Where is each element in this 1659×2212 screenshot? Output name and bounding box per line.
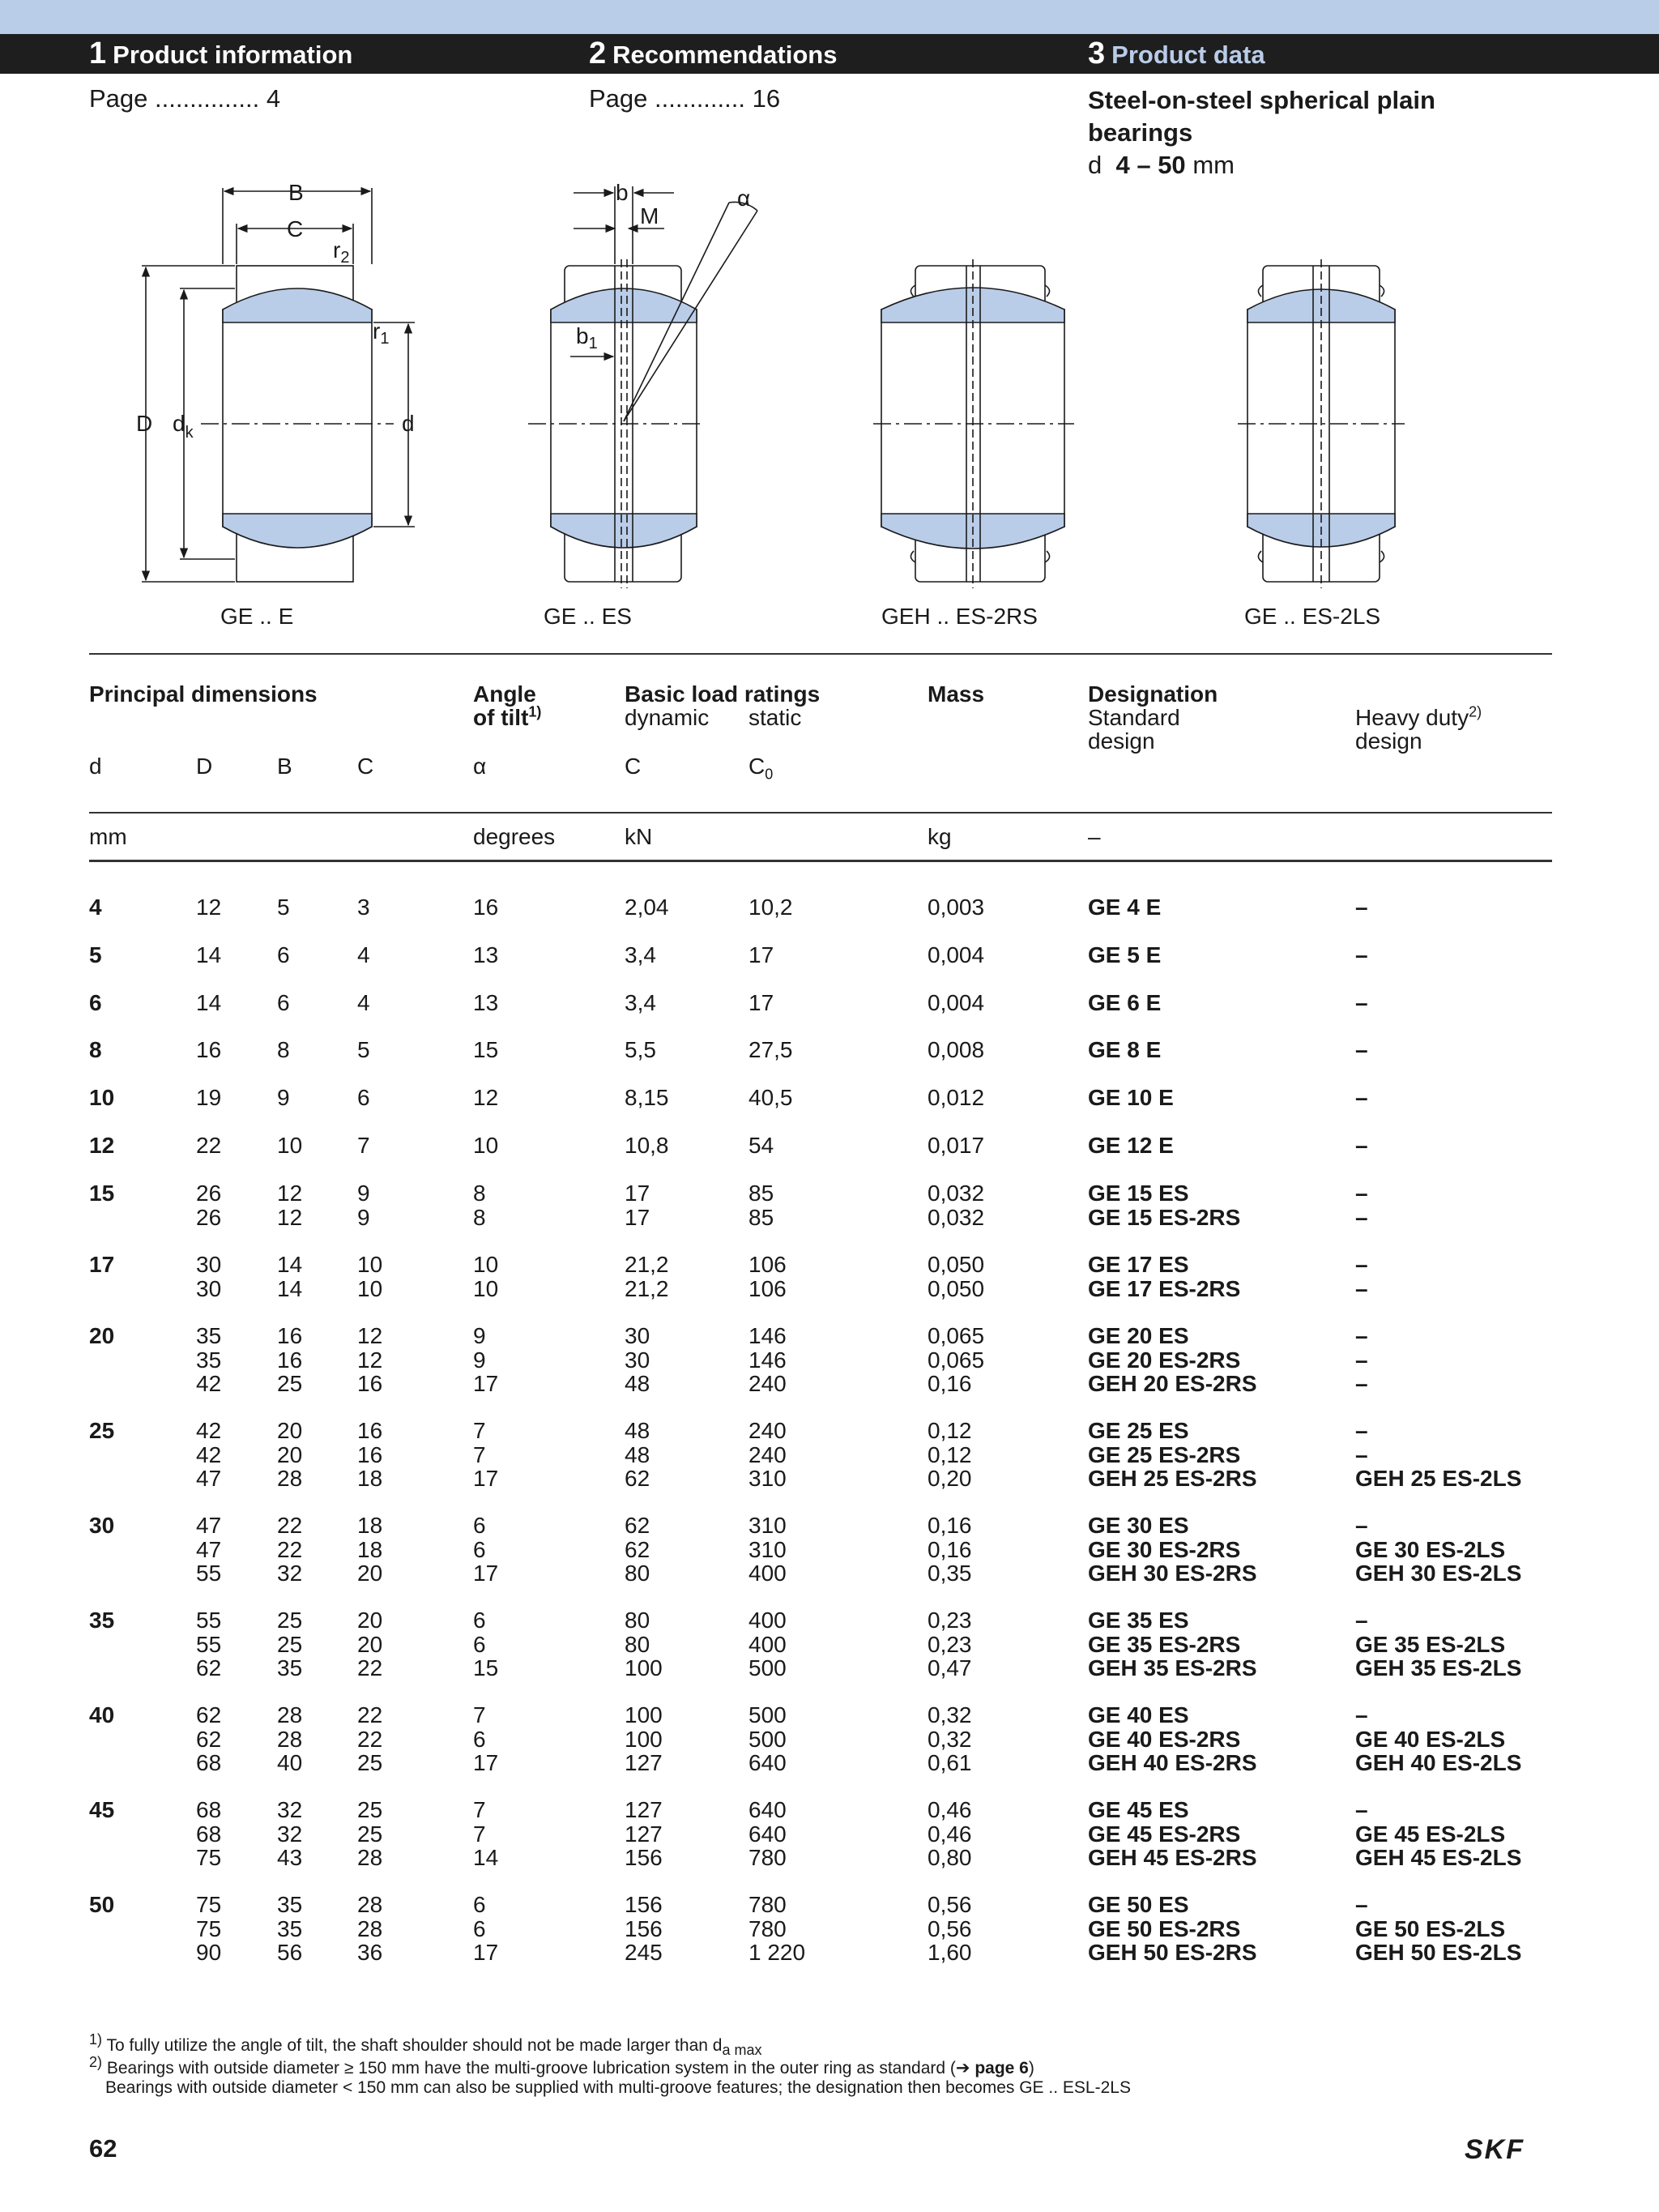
header-angle-of-tilt: of tilt$^{1)}$ (473, 703, 542, 730)
footnote-2-continued: Bearings with outside diameter < 150 mm can also be supplied with multi-groove features; the designation then becomes GE .. ESL-2LS (105, 2078, 1131, 2097)
header-standard: Standard (1088, 705, 1180, 730)
symbol-alpha: α (473, 754, 487, 779)
drawing-ge-e (142, 188, 415, 582)
symbol-C: C (357, 754, 374, 779)
header-principal-dimensions: Principal dimensions (89, 681, 318, 707)
dim-label-D: D (136, 411, 153, 436)
range-prefix: d (1088, 151, 1102, 179)
product-title: Steel-on-steel spherical plain bearings (1088, 86, 1435, 147)
unit-dash: – (1088, 824, 1101, 849)
footnote-page-link[interactable]: ➔ page 6 (955, 2059, 1029, 2077)
dim-label-b1: $b_1$ (576, 323, 598, 352)
header-dynamic: dynamic (625, 705, 710, 730)
table-units-rule (89, 812, 1552, 813)
drawing-caption-ge-es-2ls: GE .. ES-2LS (1244, 604, 1381, 629)
drawing-caption-geh-es-2rs: GEH .. ES-2RS (881, 604, 1038, 629)
dim-label-d: d (402, 411, 415, 436)
nav-product-data[interactable] (1088, 34, 1265, 74)
footnote-1: $^{1)}$ To fully utilize the angle of tilt, the shaft shoulder should not be made larger than $d_{a max}$ (89, 2031, 762, 2059)
symbol-B: B (277, 754, 292, 779)
nav-label: Product data (1111, 41, 1265, 69)
unit-kg: kg (928, 824, 952, 849)
header-heavy-duty-design: design (1355, 728, 1422, 754)
dim-label-dk: $d_k$ (173, 411, 194, 442)
page-ref-product-information[interactable]: Page ............... 4 (89, 84, 281, 113)
dim-label-M: M (640, 203, 659, 228)
symbol-C0: $C_0$ (748, 754, 774, 783)
nav-label: Recommendations (612, 41, 838, 69)
table-top-rule (89, 653, 1552, 655)
drawing-ge-es-2ls (1238, 259, 1405, 588)
nav-label: Product information (113, 41, 353, 69)
nav-product-information[interactable] (89, 34, 352, 74)
top-color-band (0, 0, 1659, 34)
header-heavy-duty: Heavy duty$^{2)}$ (1355, 703, 1482, 730)
unit-degrees: degrees (473, 824, 556, 849)
page-number: 62 (89, 2134, 117, 2163)
unit-mm: mm (89, 824, 127, 849)
skf-logo (1465, 2136, 1549, 2163)
symbol-C-dynamic: C (625, 754, 642, 779)
dim-label-B: B (288, 180, 304, 205)
dim-label-C: C (287, 216, 304, 241)
header-static: static (748, 705, 802, 730)
header-designation: Designation (1088, 681, 1218, 707)
drawing-caption-ge-es: GE .. ES (544, 604, 632, 629)
drawing-geh-es-2rs (873, 259, 1074, 588)
drawing-ge-es (528, 186, 757, 588)
dim-label-b: b (616, 180, 629, 205)
drawing-caption-ge-e: GE .. E (220, 604, 294, 629)
bearing-drawings (0, 162, 1659, 640)
header-standard-design: design (1088, 728, 1155, 754)
header-angle: Angle (473, 681, 536, 707)
range-value: 4 – 50 (1115, 151, 1186, 179)
table-header-bottom-rule (89, 860, 1552, 862)
symbol-D: D (196, 754, 213, 779)
nav-recommendations[interactable] (589, 34, 837, 74)
dim-label-alpha: α (737, 186, 751, 211)
dim-label-r1: $r_1$ (373, 318, 390, 348)
nav-number: 3 (1088, 36, 1106, 70)
unit-kn: kN (625, 824, 653, 849)
footnote-2: $^{2)}$ Bearings with outside diameter ≥ 150 mm have the multi-groove lubrication system in the outer ring as standard (➔ page 6) (89, 2054, 1034, 2077)
nav-number: 1 (89, 36, 107, 70)
page-ref-recommendations[interactable]: Page ............. 16 (589, 84, 781, 113)
header-basic-load-ratings: Basic load ratings (625, 681, 821, 707)
symbol-d: d (89, 754, 102, 779)
dim-label-r2: $r_2$ (333, 237, 350, 267)
header-mass: Mass (928, 681, 985, 707)
svg-text:SKF: SKF (1465, 2136, 1525, 2163)
range-unit: mm (1192, 151, 1235, 179)
nav-number: 2 (589, 36, 607, 70)
